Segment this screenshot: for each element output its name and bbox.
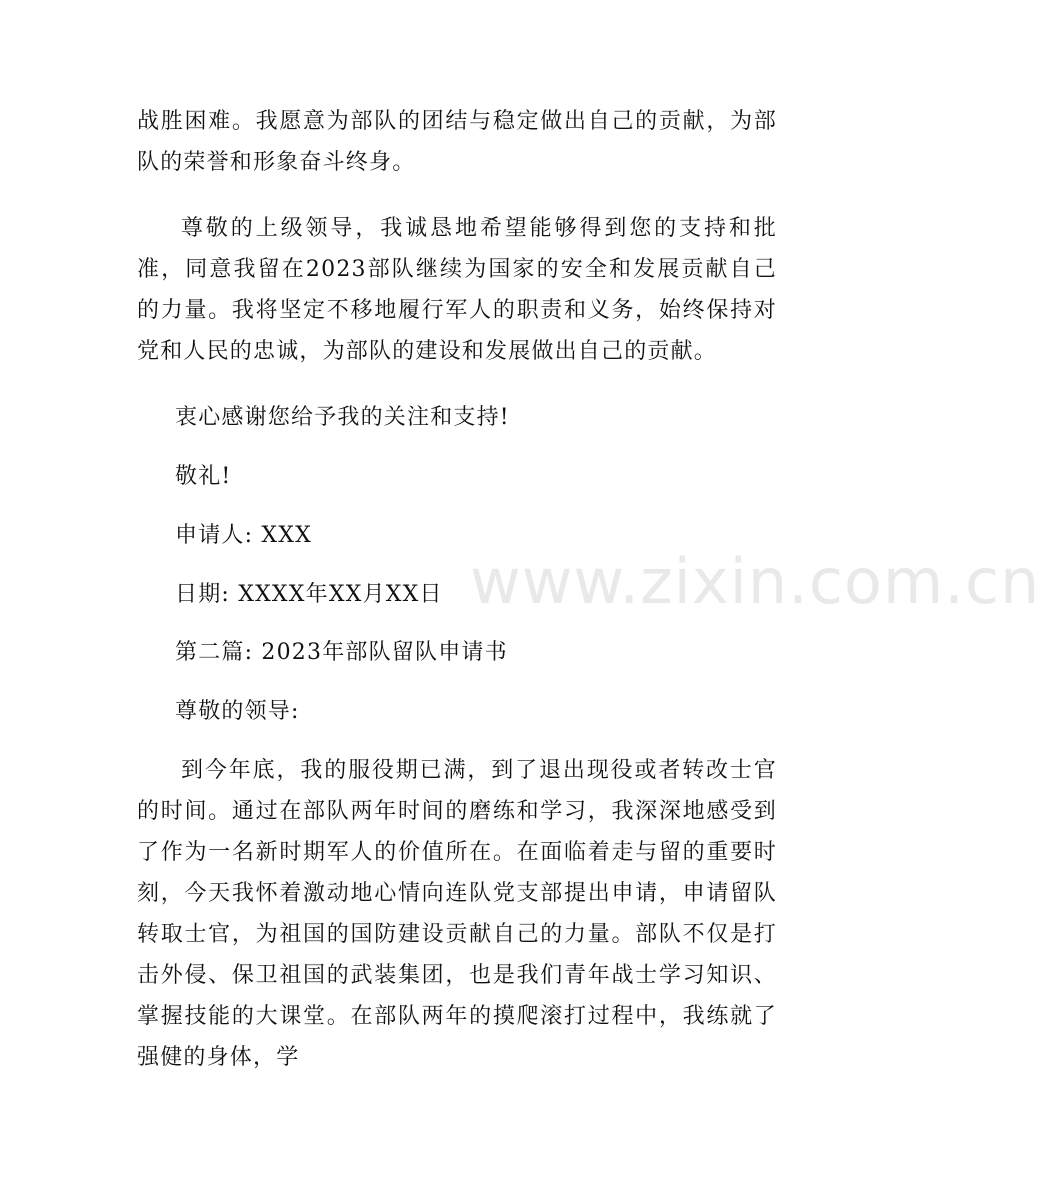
salute-line: 敬礼! [175,464,232,489]
watermark: www.zixin.com.cn [470,545,1040,618]
paragraph-body: 到今年底，我的服役期已满，到了退出现役或者转改士官的时间。通过在部队两年时间的磨练和学习，我深深地感受到了作为一名新时期军人的价值所在。在面临着走与留的重要时刻，今天我怀着激动地心情向连队党支部提出申请，申请留队转取士官，为祖国的国防建设贡献自己的力量。部队不仅是打击外侵、保卫祖国的武装集团，也是我们青年战士学习知识、掌握技能的大课堂。在部队两年的摸爬滚打过程中，我练就了强健的身体，学 [137,758,777,1070]
greeting-line: 尊敬的领导: [175,699,300,724]
date-line: 日期: XXXX年XX月XX日 [175,582,443,607]
section-title: 第二篇: 2023年部队留队申请书 [175,640,508,665]
paragraph-request: 尊敬的上级领导，我诚恳地希望能够得到您的支持和批准，同意我留在2023部队继续为国家的安全和发展贡献自己的力量。我将坚定不移地履行军人的职责和义务，始终保持对党和人民的忠诚，为部队的建设和发展做出自己的贡献。 [137,216,777,364]
applicant-line: 申请人: XXX [175,523,312,548]
paragraph-continuation: 战胜困难。我愿意为部队的团结与稳定做出自己的贡献，为部队的荣誉和形象奋斗终身。 [137,109,777,175]
thanks-line: 衷心感谢您给予我的关注和支持! [175,405,510,430]
